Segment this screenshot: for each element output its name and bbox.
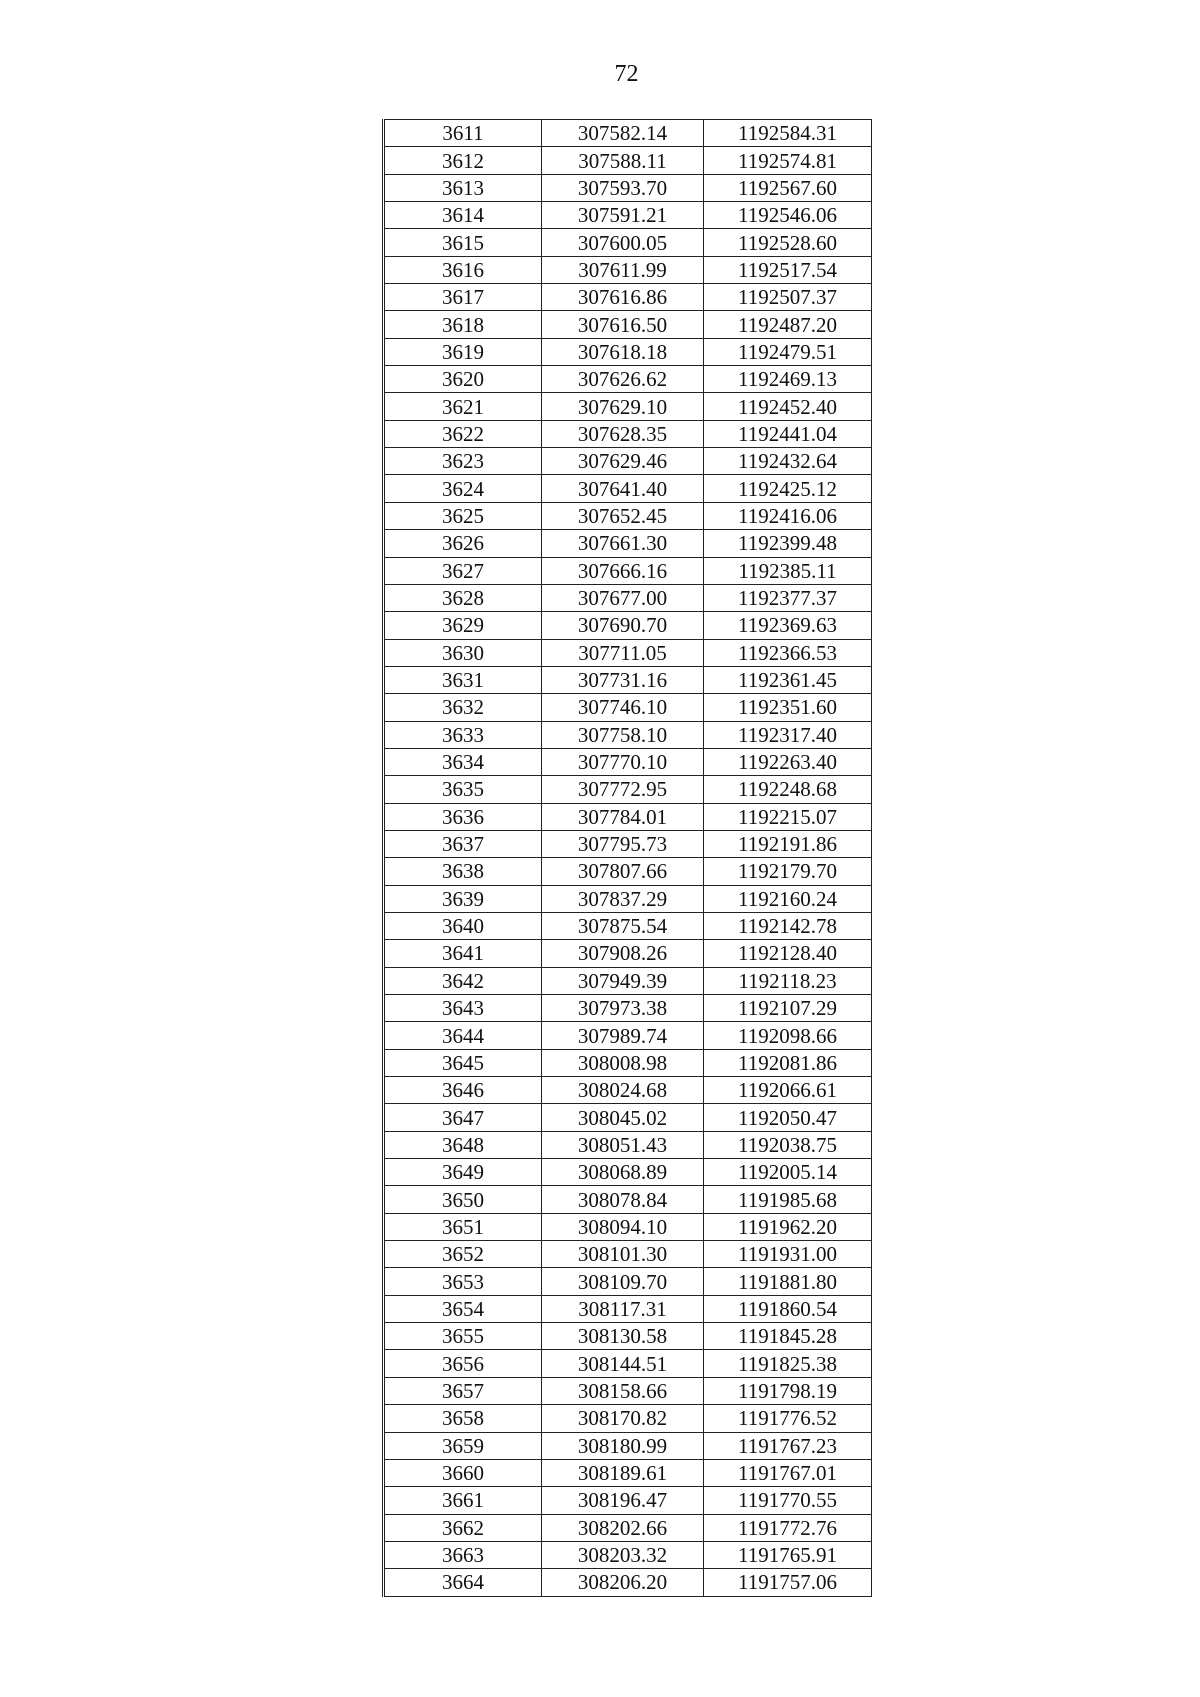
y-coordinate-cell: 1192160.24 [704,885,872,912]
x-coordinate-cell: 307626.62 [542,366,704,393]
x-coordinate-cell: 307641.40 [542,475,704,502]
table-row [384,1323,872,1350]
y-coordinate-cell: 1192507.37 [704,284,872,311]
x-coordinate-cell: 307677.00 [542,584,704,611]
table-row [384,995,872,1022]
table-row [384,803,872,830]
point-number-cell: 3646 [384,1077,542,1104]
x-coordinate-cell: 307731.16 [542,666,704,693]
x-coordinate-cell: 307629.46 [542,448,704,475]
point-number-cell: 3648 [384,1131,542,1158]
point-number-cell: 3629 [384,612,542,639]
point-number-cell: 3659 [384,1432,542,1459]
y-coordinate-cell: 1192191.86 [704,830,872,857]
table-row [384,1514,872,1541]
y-coordinate-cell: 1191767.01 [704,1459,872,1486]
x-coordinate-cell: 308109.70 [542,1268,704,1295]
x-coordinate-cell: 307591.21 [542,202,704,229]
point-number-cell: 3644 [384,1022,542,1049]
table-row [384,120,872,147]
table-row [384,1268,872,1295]
point-number-cell: 3634 [384,748,542,775]
y-coordinate-cell: 1192050.47 [704,1104,872,1131]
table-row [384,475,872,502]
point-number-cell: 3632 [384,694,542,721]
x-coordinate-cell: 307652.45 [542,502,704,529]
x-coordinate-cell: 307600.05 [542,229,704,256]
point-number-cell: 3649 [384,1159,542,1186]
point-number-cell: 3621 [384,393,542,420]
table-row [384,1131,872,1158]
x-coordinate-cell: 307795.73 [542,830,704,857]
x-coordinate-cell: 308144.51 [542,1350,704,1377]
point-number-cell: 3650 [384,1186,542,1213]
point-number-cell: 3662 [384,1514,542,1541]
y-coordinate-cell: 1192038.75 [704,1131,872,1158]
y-coordinate-cell: 1191798.19 [704,1377,872,1404]
point-number-cell: 3620 [384,366,542,393]
table-row [384,1213,872,1240]
y-coordinate-cell: 1192517.54 [704,256,872,283]
y-coordinate-cell: 1192385.11 [704,557,872,584]
point-number-cell: 3611 [384,120,542,147]
point-number-cell: 3627 [384,557,542,584]
x-coordinate-cell: 308196.47 [542,1487,704,1514]
table-row [384,256,872,283]
y-coordinate-cell: 1191767.23 [704,1432,872,1459]
table-row [384,721,872,748]
x-coordinate-cell: 307666.16 [542,557,704,584]
x-coordinate-cell: 307837.29 [542,885,704,912]
y-coordinate-cell: 1192567.60 [704,174,872,201]
y-coordinate-cell: 1192248.68 [704,776,872,803]
table-row [384,147,872,174]
x-coordinate-cell: 308094.10 [542,1213,704,1240]
point-number-cell: 3614 [384,202,542,229]
table-row [384,1077,872,1104]
x-coordinate-cell: 307746.10 [542,694,704,721]
y-coordinate-cell: 1191770.55 [704,1487,872,1514]
y-coordinate-cell: 1192098.66 [704,1022,872,1049]
point-number-cell: 3622 [384,420,542,447]
table-row [384,530,872,557]
point-number-cell: 3618 [384,311,542,338]
point-number-cell: 3643 [384,995,542,1022]
table-row [384,612,872,639]
point-number-cell: 3652 [384,1241,542,1268]
point-number-cell: 3645 [384,1049,542,1076]
x-coordinate-cell: 307588.11 [542,147,704,174]
table-row [384,1104,872,1131]
table-row [384,420,872,447]
y-coordinate-cell: 1192546.06 [704,202,872,229]
table-row [384,284,872,311]
table-row [384,1022,872,1049]
x-coordinate-cell: 307949.39 [542,967,704,994]
y-coordinate-cell: 1192377.37 [704,584,872,611]
y-coordinate-cell: 1191881.80 [704,1268,872,1295]
y-coordinate-cell: 1192263.40 [704,748,872,775]
x-coordinate-cell: 307616.50 [542,311,704,338]
point-number-cell: 3654 [384,1295,542,1322]
table-row [384,694,872,721]
x-coordinate-cell: 308068.89 [542,1159,704,1186]
y-coordinate-cell: 1192574.81 [704,147,872,174]
y-coordinate-cell: 1192128.40 [704,940,872,967]
y-coordinate-cell: 1192317.40 [704,721,872,748]
point-number-cell: 3623 [384,448,542,475]
x-coordinate-cell: 308203.32 [542,1541,704,1568]
x-coordinate-cell: 307618.18 [542,338,704,365]
x-coordinate-cell: 307770.10 [542,748,704,775]
x-coordinate-cell: 308189.61 [542,1459,704,1486]
table-row [384,1569,872,1596]
point-number-cell: 3617 [384,284,542,311]
y-coordinate-cell: 1192118.23 [704,967,872,994]
y-coordinate-cell: 1192399.48 [704,530,872,557]
x-coordinate-cell: 307875.54 [542,912,704,939]
table-row [384,940,872,967]
table-row [384,912,872,939]
x-coordinate-cell: 308158.66 [542,1377,704,1404]
point-number-cell: 3639 [384,885,542,912]
table-row [384,1295,872,1322]
x-coordinate-cell: 307628.35 [542,420,704,447]
x-coordinate-cell: 307582.14 [542,120,704,147]
table-row [384,1487,872,1514]
point-number-cell: 3640 [384,912,542,939]
y-coordinate-cell: 1192361.45 [704,666,872,693]
x-coordinate-cell: 308130.58 [542,1323,704,1350]
x-coordinate-cell: 307989.74 [542,1022,704,1049]
point-number-cell: 3631 [384,666,542,693]
table-row [384,1377,872,1404]
x-coordinate-cell: 308101.30 [542,1241,704,1268]
x-coordinate-cell: 307661.30 [542,530,704,557]
y-coordinate-cell: 1192142.78 [704,912,872,939]
point-number-cell: 3642 [384,967,542,994]
x-coordinate-cell: 307908.26 [542,940,704,967]
coordinates-table-body [384,120,872,1597]
table-row [384,393,872,420]
point-number-cell: 3657 [384,1377,542,1404]
x-coordinate-cell: 308024.68 [542,1077,704,1104]
y-coordinate-cell: 1192528.60 [704,229,872,256]
y-coordinate-cell: 1192005.14 [704,1159,872,1186]
y-coordinate-cell: 1191860.54 [704,1295,872,1322]
table-row [384,967,872,994]
table-row [384,338,872,365]
x-coordinate-cell: 307784.01 [542,803,704,830]
table-row [384,1241,872,1268]
y-coordinate-cell: 1191772.76 [704,1514,872,1541]
table-row [384,229,872,256]
point-number-cell: 3628 [384,584,542,611]
table-row [384,448,872,475]
x-coordinate-cell: 308170.82 [542,1405,704,1432]
x-coordinate-cell: 308051.43 [542,1131,704,1158]
point-number-cell: 3638 [384,858,542,885]
y-coordinate-cell: 1191985.68 [704,1186,872,1213]
point-number-cell: 3615 [384,229,542,256]
y-coordinate-cell: 1192452.40 [704,393,872,420]
table-row [384,1541,872,1568]
x-coordinate-cell: 307629.10 [542,393,704,420]
page-number: 72 [614,61,639,87]
x-coordinate-cell: 308202.66 [542,1514,704,1541]
y-coordinate-cell: 1192469.13 [704,366,872,393]
table-row [384,174,872,201]
point-number-cell: 3612 [384,147,542,174]
table-row [384,1432,872,1459]
table-row [384,830,872,857]
point-number-cell: 3655 [384,1323,542,1350]
table-row [384,666,872,693]
point-number-cell: 3656 [384,1350,542,1377]
point-number-cell: 3663 [384,1541,542,1568]
y-coordinate-cell: 1191776.52 [704,1405,872,1432]
x-coordinate-cell: 307807.66 [542,858,704,885]
point-number-cell: 3641 [384,940,542,967]
table-row [384,502,872,529]
point-number-cell: 3616 [384,256,542,283]
point-number-cell: 3625 [384,502,542,529]
x-coordinate-cell: 308008.98 [542,1049,704,1076]
x-coordinate-cell: 308045.02 [542,1104,704,1131]
table-row [384,1049,872,1076]
y-coordinate-cell: 1192366.53 [704,639,872,666]
y-coordinate-cell: 1191962.20 [704,1213,872,1240]
x-coordinate-cell: 307973.38 [542,995,704,1022]
y-coordinate-cell: 1192107.29 [704,995,872,1022]
y-coordinate-cell: 1191757.06 [704,1569,872,1596]
x-coordinate-cell: 308117.31 [542,1295,704,1322]
point-number-cell: 3637 [384,830,542,857]
point-number-cell: 3651 [384,1213,542,1240]
point-number-cell: 3635 [384,776,542,803]
y-coordinate-cell: 1192479.51 [704,338,872,365]
table-row [384,885,872,912]
table-row [384,1159,872,1186]
table-row [384,311,872,338]
table-row [384,776,872,803]
y-coordinate-cell: 1192432.64 [704,448,872,475]
point-number-cell: 3653 [384,1268,542,1295]
y-coordinate-cell: 1191845.28 [704,1323,872,1350]
coordinates-table [382,119,872,1597]
table-row [384,1350,872,1377]
y-coordinate-cell: 1192425.12 [704,475,872,502]
y-coordinate-cell: 1192487.20 [704,311,872,338]
y-coordinate-cell: 1192351.60 [704,694,872,721]
point-number-cell: 3664 [384,1569,542,1596]
y-coordinate-cell: 1191765.91 [704,1541,872,1568]
table-row [384,1459,872,1486]
point-number-cell: 3619 [384,338,542,365]
y-coordinate-cell: 1192081.86 [704,1049,872,1076]
table-row [384,748,872,775]
point-number-cell: 3626 [384,530,542,557]
y-coordinate-cell: 1192584.31 [704,120,872,147]
point-number-cell: 3633 [384,721,542,748]
y-coordinate-cell: 1192441.04 [704,420,872,447]
table-row [384,366,872,393]
y-coordinate-cell: 1192215.07 [704,803,872,830]
table-row [384,202,872,229]
y-coordinate-cell: 1192066.61 [704,1077,872,1104]
x-coordinate-cell: 307593.70 [542,174,704,201]
point-number-cell: 3613 [384,174,542,201]
point-number-cell: 3636 [384,803,542,830]
x-coordinate-cell: 307758.10 [542,721,704,748]
x-coordinate-cell: 307611.99 [542,256,704,283]
table-row [384,858,872,885]
table-row [384,584,872,611]
table-row [384,639,872,666]
x-coordinate-cell: 308206.20 [542,1569,704,1596]
table-row [384,1186,872,1213]
x-coordinate-cell: 308180.99 [542,1432,704,1459]
point-number-cell: 3661 [384,1487,542,1514]
point-number-cell: 3624 [384,475,542,502]
x-coordinate-cell: 307616.86 [542,284,704,311]
y-coordinate-cell: 1192416.06 [704,502,872,529]
x-coordinate-cell: 307711.05 [542,639,704,666]
y-coordinate-cell: 1192369.63 [704,612,872,639]
point-number-cell: 3647 [384,1104,542,1131]
x-coordinate-cell: 308078.84 [542,1186,704,1213]
x-coordinate-cell: 307690.70 [542,612,704,639]
point-number-cell: 3658 [384,1405,542,1432]
y-coordinate-cell: 1191931.00 [704,1241,872,1268]
y-coordinate-cell: 1192179.70 [704,858,872,885]
point-number-cell: 3660 [384,1459,542,1486]
x-coordinate-cell: 307772.95 [542,776,704,803]
y-coordinate-cell: 1191825.38 [704,1350,872,1377]
table-row [384,557,872,584]
table-row [384,1405,872,1432]
point-number-cell: 3630 [384,639,542,666]
